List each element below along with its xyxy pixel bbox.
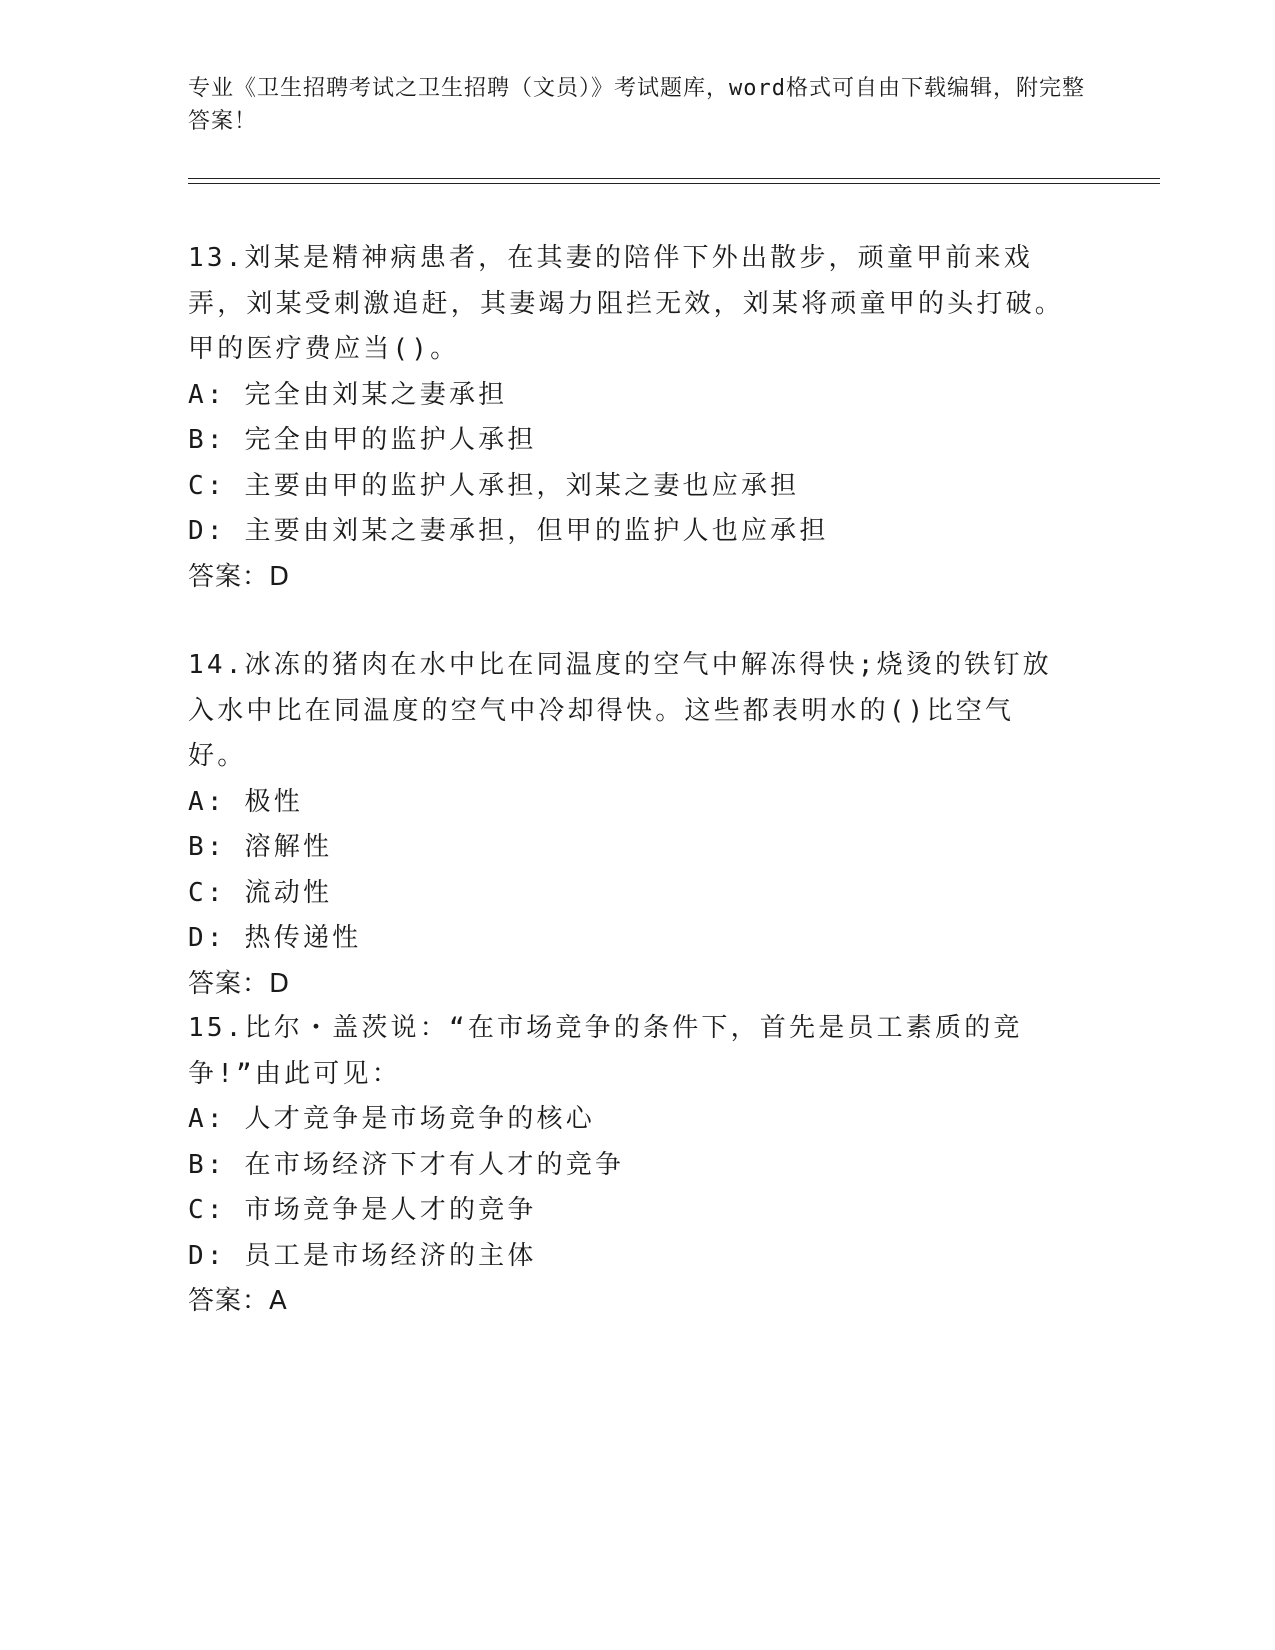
option-a: A: 极性 [188,786,303,817]
answer-label: 答案：A [188,1286,288,1316]
answer-label: 答案：D [188,561,291,592]
option-b: B: 在市场经济下才有人才的竞争 [188,1149,625,1180]
question-13 [188,236,1068,600]
option-c: C: 主要由甲的监护人承担，刘某之妻也应承担 [188,470,800,501]
option-d: D: 员工是市场经济的主体 [188,1240,537,1271]
option-c: C: 流动性 [188,877,333,908]
option-b: B: 完全由甲的监护人承担 [188,425,537,455]
question-stem: 14.冰冻的猪肉在水中比在同温度的空气中解冻得快;烧烫的铁钉放入水中比在同温度的空气中冷却得快。这些都表明水的()比空气好。 [188,650,1052,771]
option-b: B: 溶解性 [188,832,333,862]
option-c: C: 市场竞争是人才的竞争 [188,1195,537,1225]
question-stem: 13.刘某是精神病患者，在其妻的陪伴下外出散步，顽童甲前来戏弄，刘某受刺激追赶，其妻竭力阻拦无效，刘某将顽童甲的头打破。甲的医疗费应当()。 [188,243,1065,364]
question-15 [188,1006,1068,1325]
header-divider-bottom [188,183,1160,184]
question-stem: 15.比尔・盖茨说：“在市场竞争的条件下，首先是员工素质的竞争!”由此可见： [188,1013,1023,1089]
option-a: A: 人才竞争是市场竞争的核心 [188,1104,595,1134]
option-d: D: 热传递性 [188,923,362,953]
option-d: D: 主要由刘某之妻承担，但甲的监护人也应承担 [188,516,829,546]
document-intro: 专业《卫生招聘考试之卫生招聘（文员）》考试题库，word格式可自由下载编辑，附完整答案！ [188,76,1085,134]
option-a: A: 完全由刘某之妻承担 [188,379,508,410]
question-14 [188,643,1068,1007]
answer-label: 答案：D [188,968,291,999]
header-divider-top [188,178,1160,179]
